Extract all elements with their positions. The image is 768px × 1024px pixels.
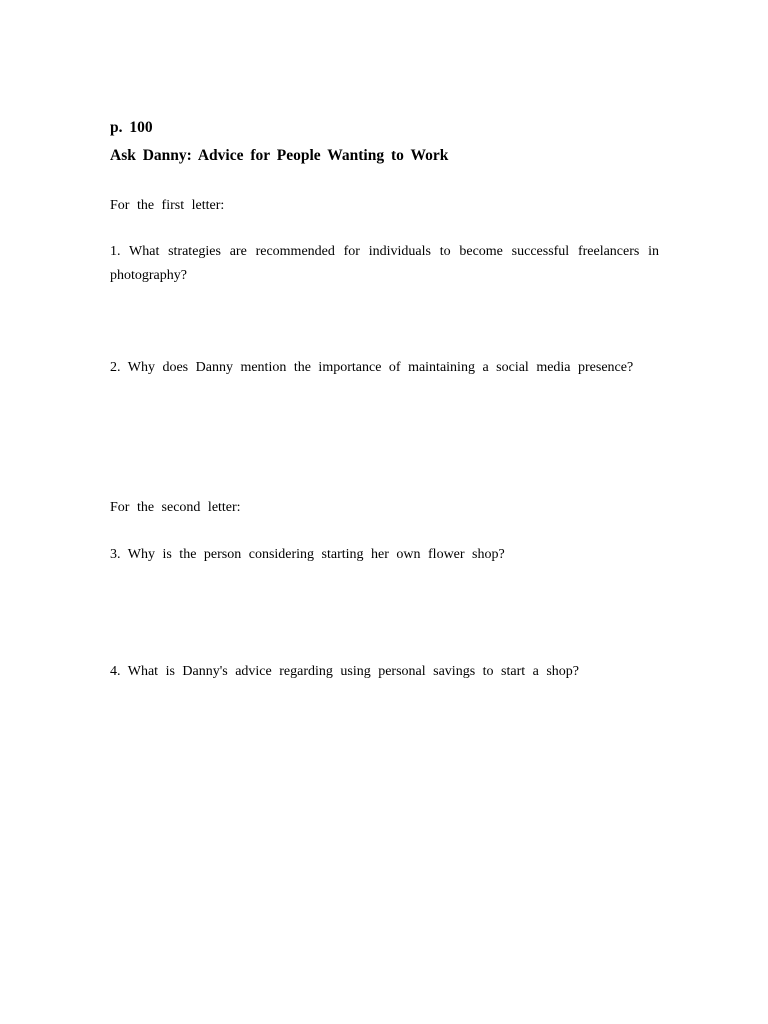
section-intro-second-letter: For the second letter: — [110, 500, 241, 515]
page-title: Ask Danny: Advice for People Wanting to Work — [110, 147, 449, 164]
question-3: 3. Why is the person considering starting her own flower shop? — [110, 547, 505, 562]
question-2: 2. Why does Danny mention the importance of maintaining a social media presence? — [110, 360, 634, 375]
page-number: p. 100 — [110, 119, 153, 136]
question-4: 4. What is Danny's advice regarding using personal savings to start a shop? — [110, 664, 580, 679]
section-intro-first-letter: For the first letter: — [110, 198, 225, 213]
question-1: 1. What strategies are recommended for individuals to become successful freelancers in photography? — [110, 244, 659, 283]
